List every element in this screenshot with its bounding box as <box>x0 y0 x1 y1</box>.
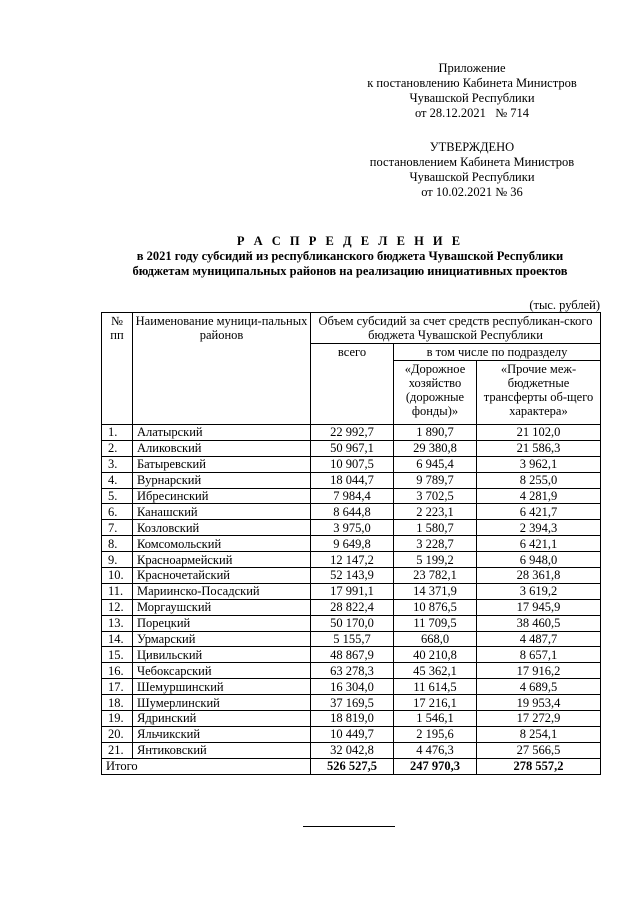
row-district: Комсомольский <box>133 536 311 552</box>
row-roads: 6 945,4 <box>394 456 477 472</box>
row-total: 52 143,9 <box>311 568 394 584</box>
row-num: 1. <box>102 425 133 441</box>
table-row <box>102 520 601 536</box>
table-row <box>102 695 601 711</box>
table-row <box>102 536 601 552</box>
row-transfers: 4 487,7 <box>477 631 601 647</box>
table-row <box>102 583 601 599</box>
row-district: Канашский <box>133 504 311 520</box>
row-roads: 11 709,5 <box>394 615 477 631</box>
header-total: всего <box>311 344 394 425</box>
row-num: 11. <box>102 583 133 599</box>
row-transfers: 28 361,8 <box>477 568 601 584</box>
row-roads: 17 216,1 <box>394 695 477 711</box>
closing-rule <box>303 826 395 827</box>
row-transfers: 8 254,1 <box>477 726 601 742</box>
table-row <box>102 488 601 504</box>
row-roads: 3 702,5 <box>394 488 477 504</box>
row-total: 48 867,9 <box>311 647 394 663</box>
table-row <box>102 679 601 695</box>
row-num: 9. <box>102 552 133 568</box>
document-subtitle-line: в 2021 году субсидий из республиканского бюджета Чувашской Республики <box>136 249 564 263</box>
table-row <box>102 711 601 727</box>
row-total: 16 304,0 <box>311 679 394 695</box>
row-total: 50 967,1 <box>311 440 394 456</box>
row-total: 22 992,7 <box>311 425 394 441</box>
row-transfers: 17 272,9 <box>477 711 601 727</box>
row-total: 7 984,4 <box>311 488 394 504</box>
row-district: Красночетайский <box>133 568 311 584</box>
row-num: 21. <box>102 742 133 758</box>
row-roads: 1 546,1 <box>394 711 477 727</box>
table-row <box>102 615 601 631</box>
row-roads: 4 476,3 <box>394 742 477 758</box>
row-district: Урмарский <box>133 631 311 647</box>
document-title: Р А С П Р Е Д Е Л Е Н И Е <box>236 234 464 248</box>
row-num: 5. <box>102 488 133 504</box>
distribution-table <box>101 312 601 775</box>
row-num: 2. <box>102 440 133 456</box>
row-transfers: 17 916,2 <box>477 663 601 679</box>
row-total: 12 147,2 <box>311 552 394 568</box>
row-total: 5 155,7 <box>311 631 394 647</box>
row-transfers: 8 255,0 <box>477 472 601 488</box>
total-label: Итого <box>102 758 311 774</box>
row-transfers: 4 689,5 <box>477 679 601 695</box>
row-district: Вурнарский <box>133 472 311 488</box>
approved-line: от 10.02.2021 № 36 <box>421 185 523 199</box>
row-transfers: 21 102,0 <box>477 425 601 441</box>
row-district: Ядринский <box>133 711 311 727</box>
row-district: Аликовский <box>133 440 311 456</box>
row-roads: 668,0 <box>394 631 477 647</box>
table-body <box>102 425 601 759</box>
row-total: 9 649,8 <box>311 536 394 552</box>
row-transfers: 6 421,1 <box>477 536 601 552</box>
total-row <box>102 758 601 774</box>
row-roads: 23 782,1 <box>394 568 477 584</box>
appendix-line: Приложение <box>438 61 506 75</box>
row-transfers: 38 460,5 <box>477 615 601 631</box>
row-total: 10 449,7 <box>311 726 394 742</box>
row-roads: 9 789,7 <box>394 472 477 488</box>
row-district: Козловский <box>133 520 311 536</box>
row-roads: 10 876,5 <box>394 599 477 615</box>
row-num: 7. <box>102 520 133 536</box>
row-district: Яльчикский <box>133 726 311 742</box>
row-transfers: 3 962,1 <box>477 456 601 472</box>
row-district: Ибресинский <box>133 488 311 504</box>
header-num: № пп <box>102 313 133 425</box>
appendix-line: от 28.12.2021 № 714 <box>414 106 530 120</box>
row-transfers: 2 394,3 <box>477 520 601 536</box>
row-num: 17. <box>102 679 133 695</box>
row-num: 10. <box>102 568 133 584</box>
row-num: 13. <box>102 615 133 631</box>
row-district: Шумерлинский <box>133 695 311 711</box>
row-num: 14. <box>102 631 133 647</box>
table-row <box>102 599 601 615</box>
row-total: 18 044,7 <box>311 472 394 488</box>
header-volume: Объем субсидий за счет средств республикан-ского бюджета Чувашской Республики <box>311 313 601 344</box>
row-roads: 1 890,7 <box>394 425 477 441</box>
row-num: 20. <box>102 726 133 742</box>
row-transfers: 17 945,9 <box>477 599 601 615</box>
row-total: 50 170,0 <box>311 615 394 631</box>
row-district: Шемуршинский <box>133 679 311 695</box>
row-transfers: 27 566,5 <box>477 742 601 758</box>
document-subtitle-line: бюджетам муниципальных районов на реализацию инициативных проектов <box>132 264 568 278</box>
row-district: Батыревский <box>133 456 311 472</box>
row-district: Мариинско-Посадский <box>133 583 311 599</box>
table-row <box>102 425 601 441</box>
row-roads: 2 195,6 <box>394 726 477 742</box>
row-district: Порецкий <box>133 615 311 631</box>
row-total: 18 819,0 <box>311 711 394 727</box>
approved-block <box>352 140 592 200</box>
row-district: Янтиковский <box>133 742 311 758</box>
row-roads: 3 228,7 <box>394 536 477 552</box>
approved-line: Чувашской Республики <box>409 170 535 184</box>
row-roads: 2 223,1 <box>394 504 477 520</box>
row-district: Алатырский <box>133 425 311 441</box>
row-roads: 1 580,7 <box>394 520 477 536</box>
row-transfers: 3 619,2 <box>477 583 601 599</box>
appendix-block <box>352 61 592 121</box>
row-transfers: 8 657,1 <box>477 647 601 663</box>
table-row <box>102 631 601 647</box>
row-transfers: 19 953,4 <box>477 695 601 711</box>
row-district: Цивильский <box>133 647 311 663</box>
row-num: 18. <box>102 695 133 711</box>
table-row <box>102 504 601 520</box>
row-total: 17 991,1 <box>311 583 394 599</box>
header-transfers: «Прочие меж-бюджетные трансферты об-щего характера» <box>477 361 601 425</box>
total-all: 526 527,5 <box>311 758 394 774</box>
row-num: 3. <box>102 456 133 472</box>
row-num: 6. <box>102 504 133 520</box>
row-total: 28 822,4 <box>311 599 394 615</box>
approved-line: постановлением Кабинета Министров <box>369 155 575 169</box>
row-total: 63 278,3 <box>311 663 394 679</box>
row-num: 8. <box>102 536 133 552</box>
total-transfers: 278 557,2 <box>477 758 601 774</box>
row-roads: 45 362,1 <box>394 663 477 679</box>
approved-line: УТВЕРЖДЕНО <box>429 140 515 154</box>
appendix-line: к постановлению Кабинета Министров <box>367 76 577 90</box>
row-roads: 14 371,9 <box>394 583 477 599</box>
row-roads: 11 614,5 <box>394 679 477 695</box>
row-district: Красноармейский <box>133 552 311 568</box>
table-row <box>102 663 601 679</box>
row-num: 12. <box>102 599 133 615</box>
units-label: (тыс. рублей) <box>529 298 600 312</box>
row-roads: 29 380,8 <box>394 440 477 456</box>
row-total: 32 042,8 <box>311 742 394 758</box>
row-roads: 5 199,2 <box>394 552 477 568</box>
header-subsection: в том числе по подразделу <box>394 344 601 361</box>
table-row <box>102 472 601 488</box>
row-district: Моргаушский <box>133 599 311 615</box>
row-total: 3 975,0 <box>311 520 394 536</box>
total-roads: 247 970,3 <box>394 758 477 774</box>
row-num: 4. <box>102 472 133 488</box>
row-num: 19. <box>102 711 133 727</box>
row-transfers: 6 948,0 <box>477 552 601 568</box>
table-row <box>102 552 601 568</box>
table-row <box>102 726 601 742</box>
row-num: 15. <box>102 647 133 663</box>
row-transfers: 6 421,7 <box>477 504 601 520</box>
row-total: 8 644,8 <box>311 504 394 520</box>
row-transfers: 4 281,9 <box>477 488 601 504</box>
row-total: 10 907,5 <box>311 456 394 472</box>
header-roads: «Дорожное хозяйство (дорожные фонды)» <box>394 361 477 425</box>
document-heading <box>100 234 600 279</box>
row-district: Чебоксарский <box>133 663 311 679</box>
row-num: 16. <box>102 663 133 679</box>
header-name: Наименование муници-пальных районов <box>133 313 311 425</box>
row-roads: 40 210,8 <box>394 647 477 663</box>
table-row <box>102 456 601 472</box>
table-row <box>102 568 601 584</box>
table-row <box>102 742 601 758</box>
appendix-line: Чувашской Республики <box>409 91 535 105</box>
row-transfers: 21 586,3 <box>477 440 601 456</box>
table-row <box>102 647 601 663</box>
row-total: 37 169,5 <box>311 695 394 711</box>
table-row <box>102 440 601 456</box>
